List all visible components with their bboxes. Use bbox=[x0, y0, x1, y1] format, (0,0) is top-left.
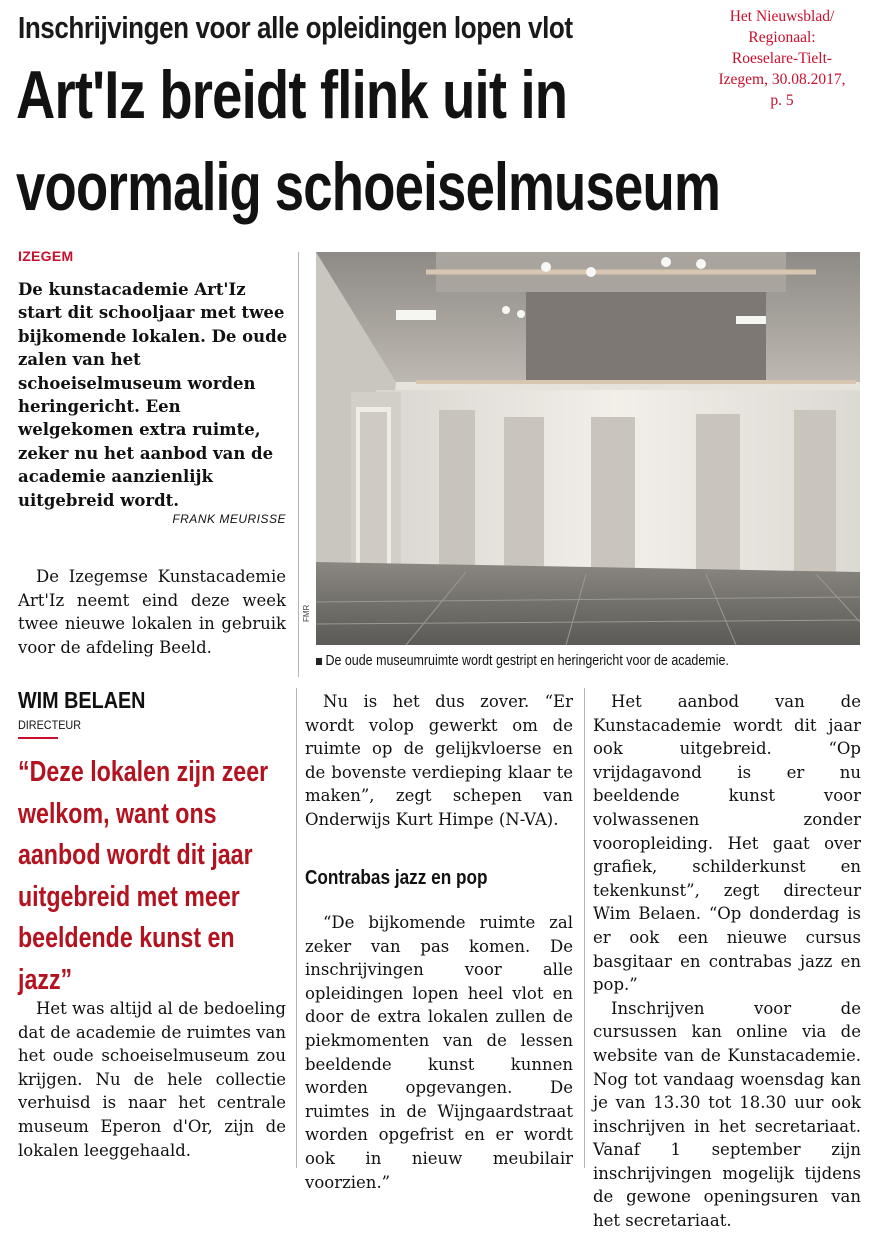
paragraph: Nu is het dus zover. “Er wordt volop gewerkt om de ruimte op de gelijkvloerse en de bovenste verdieping klaar te maken”, zegt schepen van Onderwijs Kurt Himpe (N-VA). bbox=[305, 692, 573, 829]
source-line: Roeselare-Tielt- bbox=[731, 50, 833, 67]
source-line: Het Nieuwsblad/ bbox=[729, 8, 835, 25]
source-line: Izegem, 30.08.2017, bbox=[718, 71, 846, 88]
dateline: IZEGEM bbox=[18, 248, 74, 264]
photo-credit: FMR bbox=[302, 604, 311, 622]
article-photo bbox=[316, 252, 860, 645]
headline-line-1: Art'Iz breidt flink uit in bbox=[16, 57, 568, 133]
intro-text: De Izegemse Kunstacademie Art'Iz neemt eind deze week twee nieuwe lokalen in gebruik voor de afdeling Beeld. bbox=[18, 567, 286, 657]
paragraph: Inschrijven voor de cursussen kan online via de website van de Kunstacademie. Nog tot vandaag woensdag kan je van 13.30 tot 18.30 uur ook inschrijven in het secretariaat. Vanaf 1 september zijn inschrijvingen mogelijk tijdens de gewone openingsuren van het secretariaat. bbox=[593, 998, 861, 1231]
source-note bbox=[697, 6, 867, 111]
source-line: p. 5 bbox=[770, 92, 794, 109]
column-2 bbox=[305, 690, 573, 832]
lede: De kunstacademie Art'Iz start dit schooljaar met twee bijkomende lokalen. De oude zalen van het schoeiselmuseum worden heringericht. Een welgekomen extra ruimte, zeker nu het aanbod van de academie aanzienlijk uitgebreid wordt. bbox=[18, 280, 288, 510]
museum-room-image bbox=[316, 252, 860, 645]
caption-text: De oude museumruimte wordt gestript en heringericht voor de academie. bbox=[325, 653, 729, 669]
column-rule bbox=[584, 688, 585, 1168]
column-rule bbox=[298, 252, 299, 677]
source-line: Regionaal: bbox=[748, 29, 816, 46]
paragraph: Het aanbod van de Kunstacademie wordt dit jaar ook uitgebreid. “Op vrijdagavond is er nu beeldende kunst voor volwassenen zonder vooropleiding. Het gaat over grafiek, schilderkunst en tekenkunst”, zegt directeur Wim Belaen. “Op donderdag is er ook een nieuwe cursus basgitaar en contrabas jazz en pop.” bbox=[593, 692, 861, 995]
column-1 bbox=[18, 997, 286, 1162]
quote-accent-rule bbox=[18, 737, 58, 739]
headline-line-2: voormalig schoeiselmuseum bbox=[16, 149, 721, 225]
caption-bullet-icon bbox=[316, 658, 322, 665]
subheading: Contrabas jazz en pop bbox=[305, 867, 488, 889]
column-3 bbox=[593, 690, 861, 1233]
byline: FRANK MEURISSE bbox=[172, 512, 286, 526]
quote-person-name: WIM BELAEN bbox=[18, 687, 146, 713]
intro-paragraph bbox=[18, 565, 286, 659]
column-2-continued bbox=[305, 911, 573, 1194]
photo-caption bbox=[316, 653, 729, 669]
quote-person-role: DIRECTEUR bbox=[18, 718, 82, 732]
pull-quote: “Deze lokalen zijn zeer welkom, want ons aanbod wordt dit jaar uitgebreid met meer beeldende kunst en jazz” bbox=[18, 756, 269, 996]
kicker: Inschrijvingen voor alle opleidingen lopen vlot bbox=[18, 10, 573, 45]
column-rule bbox=[296, 688, 297, 1168]
paragraph: “De bijkomende ruimte zal zeker van pas komen. De inschrijvingen voor alle opleidingen lopen heel vlot en door de extra lokalen zullen de piekmomenten van de lessen beeldende kunst kunnen worden opgevangen. De ruimtes in de Wijngaardstraat worden opgefrist en er wordt ook in nieuw meubilair voorzien.” bbox=[305, 913, 573, 1192]
paragraph: Het was altijd al de bedoeling dat de academie de ruimtes van het oude schoeiselmuseum zou krijgen. Nu de hele collectie verhuisd is naar het centrale museum Eperon d'Or, zijn de lokalen leeggehaald. bbox=[18, 999, 286, 1160]
